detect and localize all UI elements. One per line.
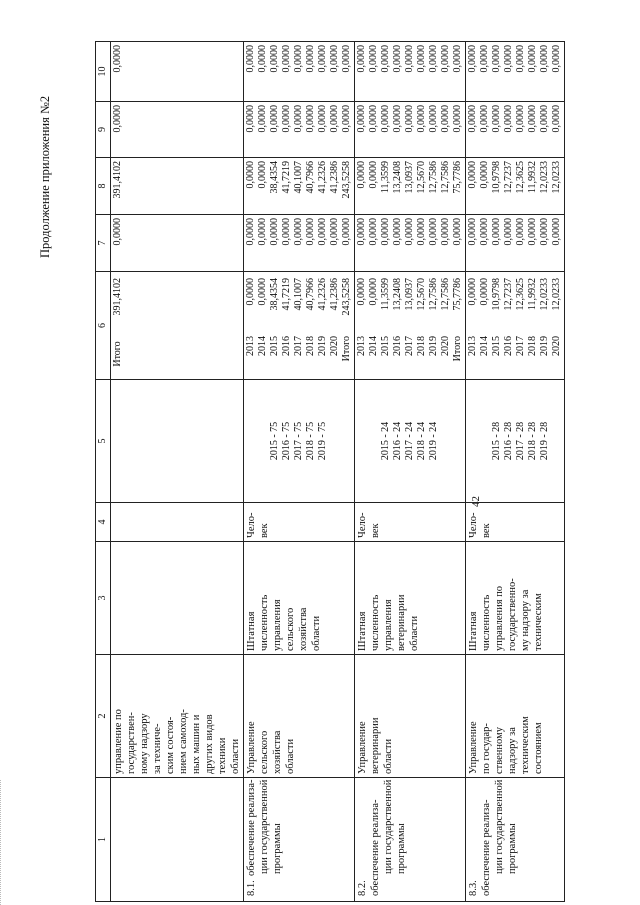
value-cell: 0,0000 [257, 218, 268, 246]
value-cell: 0,0000 [380, 45, 391, 73]
value-cell: 243,5258 [341, 161, 352, 199]
value-cell: 41,2386 [329, 278, 340, 311]
col-number: 7 [96, 215, 111, 272]
table-row-8-3 [466, 42, 565, 902]
value-cell: 0,0000 [479, 45, 490, 73]
value-cell: 13,0937 [404, 278, 415, 311]
value-cell: 0,0000 [293, 105, 304, 133]
row-target-values: 2015 - 75 2016 - 75 2017 - 75 2018 - 75 2019 - 75 [244, 380, 355, 503]
value-cell: 0,0000 [467, 161, 478, 189]
year-value-line [329, 275, 341, 376]
value-cell: 12,5670 [416, 161, 427, 194]
value-cell: 0,0000 [503, 105, 514, 133]
value-cell: 11,9932 [527, 161, 538, 194]
year-label: 2013 [356, 336, 367, 356]
value-cell: 0,0000 [416, 218, 427, 246]
value-cell: 0,0000 [245, 161, 256, 189]
value-cell: 0,0000 [368, 278, 379, 306]
value-cell: 12,0233 [551, 278, 562, 311]
program-table [95, 41, 565, 902]
value-cell: 13,0937 [404, 161, 415, 194]
value-cell: 75,7786 [452, 161, 463, 194]
value-cell: 0,0000 [329, 218, 340, 246]
value-cell: 0,0000 [368, 45, 379, 73]
value-cell: 40,1007 [293, 278, 304, 311]
year-value-line [527, 275, 539, 376]
year-value-line [305, 275, 317, 376]
year-value-line [515, 275, 527, 376]
value-cell: 0,0000 [392, 105, 403, 133]
value-cell: 0,0000 [356, 105, 367, 133]
row-title: 8.1.обеспечение реализа- ции государственной программы [244, 778, 355, 902]
col-number: 2 [96, 655, 111, 778]
value-cell: 13,2408 [392, 161, 403, 194]
continuation-col8: 391,4102 [111, 158, 244, 215]
value-cell: 0,0000 [491, 218, 502, 246]
year-value-line [341, 275, 353, 376]
row-col10 [466, 42, 565, 102]
value-cell: 0,0000 [539, 218, 550, 246]
appendix-caption: Продолжение приложения №2 [38, 95, 52, 258]
year-label: 2017 [515, 336, 526, 356]
row-executor: Управление ветеринарии области [355, 655, 466, 778]
row-col10 [244, 42, 355, 102]
value-cell: 0,0000 [245, 45, 256, 73]
year-value-line [416, 275, 428, 376]
value-cell: 12,3625 [515, 161, 526, 194]
value-cell: 0,0000 [491, 105, 502, 133]
value-cell: 0,0000 [245, 278, 256, 306]
value-cell: 0,0000 [317, 105, 328, 133]
year-label: 2016 [281, 336, 292, 356]
value-cell: 0,0000 [428, 105, 439, 133]
value-cell: 12,0233 [551, 161, 562, 194]
value-cell: 0,0000 [281, 105, 292, 133]
year-value-line [269, 275, 281, 376]
col-number: 9 [96, 102, 111, 158]
value-cell: 12,5670 [416, 278, 427, 311]
value-cell: 12,7237 [503, 278, 514, 311]
value-cell: 0,0000 [392, 218, 403, 246]
value-cell: 0,0000 [467, 278, 478, 306]
value-cell: 0,0000 [503, 218, 514, 246]
row-col8 [244, 158, 355, 215]
value-cell: 0,0000 [527, 45, 538, 73]
value-cell: 0,0000 [368, 161, 379, 189]
value-cell: 0,0000 [305, 45, 316, 73]
value-cell: 0,0000 [452, 45, 463, 73]
year-label: 2020 [551, 336, 562, 356]
row-col9 [466, 102, 565, 158]
value-cell: 243,5258 [341, 278, 352, 316]
value-cell: 41,7219 [281, 278, 292, 311]
year-value-line [392, 275, 404, 376]
continuation-col7: 0,0000 [111, 215, 244, 272]
value-cell: 0,0000 [479, 278, 490, 306]
value-cell: 0,0000 [392, 45, 403, 73]
value-cell: 0,0000 [404, 105, 415, 133]
value-cell: 0,0000 [317, 45, 328, 73]
value-cell: 40,1007 [293, 161, 304, 194]
row-executor: Управление сельского хозяйства области [244, 655, 355, 778]
value-cell: 0,0000 [539, 105, 550, 133]
row-years-col6 [466, 272, 565, 380]
continuation-executor: управление по государствен- ному надзору за техниче- ским состоя- нием самоход- ных машин и других видов техники области [111, 655, 244, 778]
value-cell: 0,0000 [527, 105, 538, 133]
value-cell: 0,0000 [257, 105, 268, 133]
value-cell: 11,3599 [380, 161, 391, 194]
value-cell: 0,0000 [428, 45, 439, 73]
value-cell: 0,0000 [293, 218, 304, 246]
year-value-line [551, 275, 563, 376]
row-col8 [355, 158, 466, 215]
value-cell: 0,0000 [467, 105, 478, 133]
value-cell: 12,0233 [539, 278, 550, 311]
year-label: 2015 [269, 336, 280, 356]
scan-edge-mark [0, 780, 3, 905]
col-number: 1 [96, 778, 111, 902]
continuation-total: Итого391,4102 [111, 272, 244, 380]
value-cell: 0,0000 [341, 105, 352, 133]
year-value-line [356, 275, 368, 376]
year-value-line [479, 275, 491, 376]
row-title: 8.3. обеспечение реализа- ции государственной программы [466, 778, 565, 902]
value-cell: 38,4354 [269, 278, 280, 311]
column-number-row [96, 42, 111, 902]
value-cell: 0,0000 [356, 218, 367, 246]
value-cell: 0,0000 [416, 105, 427, 133]
row-target-values: 2015 - 24 2016 - 24 2017 - 24 2018 - 24 2019 - 24 [355, 380, 466, 503]
value-cell: 0,0000 [293, 45, 304, 73]
value-cell: 0,0000 [356, 45, 367, 73]
year-value-line [281, 275, 293, 376]
row-title: 8.2. обеспечение реализа- ции государственной программы [355, 778, 466, 902]
value-cell: 41,2386 [329, 161, 340, 194]
value-cell: 0,0000 [527, 218, 538, 246]
value-cell: 12,7586 [440, 161, 451, 194]
value-cell: 0,0000 [269, 218, 280, 246]
value-cell: 0,0000 [539, 45, 550, 73]
year-value-line [245, 275, 257, 376]
col-number: 5 [96, 380, 111, 503]
row-unit: Чело- век [355, 503, 466, 542]
year-label: 2018 [416, 336, 427, 356]
value-cell: 12,7586 [428, 278, 439, 311]
value-cell: 0,0000 [368, 105, 379, 133]
year-value-line [404, 275, 416, 376]
value-cell: 0,0000 [452, 105, 463, 133]
table-row-8-2 [355, 42, 466, 902]
row-target-values: 2015 - 28 2016 - 28 2017 - 28 2018 - 28 2019 - 28 [466, 380, 565, 503]
value-cell: 0,0000 [305, 218, 316, 246]
value-cell: 0,0000 [491, 45, 502, 73]
value-cell: 41,2326 [317, 161, 328, 194]
year-value-line [467, 275, 479, 376]
value-cell: 40,7966 [305, 161, 316, 194]
row-executor: Управление по государ- ственному надзору за техническим состоянием [466, 655, 565, 778]
continuation-col9: 0,0000 [111, 102, 244, 158]
value-cell: 0,0000 [479, 105, 490, 133]
year-value-line [539, 275, 551, 376]
value-cell: 0,0000 [281, 45, 292, 73]
year-label: 2013 [467, 336, 478, 356]
value-cell: 0,0000 [257, 161, 268, 189]
value-cell: 13,2408 [392, 278, 403, 311]
row-col9 [244, 102, 355, 158]
value-cell: 0,0000 [479, 218, 490, 246]
value-cell: 41,2326 [317, 278, 328, 311]
value-cell: 0,0000 [515, 45, 526, 73]
row-indicator: Штатная численность управления ветеринарии области [355, 542, 466, 655]
value-cell: 0,0000 [440, 218, 451, 246]
value-cell: 12,3625 [515, 278, 526, 311]
value-cell: 0,0000 [416, 45, 427, 73]
continuation-col10: 0,0000 [111, 42, 244, 102]
row-col7 [355, 215, 466, 272]
year-label: 2014 [257, 336, 268, 356]
value-cell: 75,7786 [452, 278, 463, 311]
continuation-row [111, 42, 244, 902]
year-label: 2017 [404, 336, 415, 356]
value-cell: 0,0000 [467, 218, 478, 246]
year-label: Итого [341, 336, 352, 362]
value-cell: 0,0000 [515, 218, 526, 246]
value-cell: 0,0000 [467, 45, 478, 73]
year-value-line [452, 275, 464, 376]
row-unit: Чело- век [244, 503, 355, 542]
page-number: 42 [470, 496, 482, 507]
year-label: 2019 [539, 336, 550, 356]
col-number: 4 [96, 503, 111, 542]
value-cell: 0,0000 [356, 161, 367, 189]
value-cell: 10,9798 [491, 161, 502, 194]
value-cell: 11,9932 [527, 278, 538, 311]
year-label: 2018 [527, 336, 538, 356]
year-label: 2018 [305, 336, 316, 356]
value-cell: 0,0000 [341, 218, 352, 246]
row-indicator: Штатная численность управления сельского хозяйства области [244, 542, 355, 655]
year-label: 2015 [491, 336, 502, 356]
value-cell: 0,0000 [503, 45, 514, 73]
year-value-line [317, 275, 329, 376]
table-row-8-1 [244, 42, 355, 902]
value-cell: 11,3599 [380, 278, 391, 311]
value-cell: 10,9798 [491, 278, 502, 311]
value-cell: 40,7966 [305, 278, 316, 311]
value-cell: 38,4354 [269, 161, 280, 194]
value-cell: 0,0000 [257, 278, 268, 306]
value-cell: 0,0000 [551, 45, 562, 73]
value-cell: 0,0000 [329, 45, 340, 73]
value-cell: 12,7237 [503, 161, 514, 194]
value-cell: 0,0000 [551, 105, 562, 133]
value-cell: 0,0000 [380, 218, 391, 246]
year-label: Итого [452, 336, 463, 362]
value-cell: 0,0000 [269, 105, 280, 133]
year-value-line [503, 275, 515, 376]
value-cell: 0,0000 [245, 218, 256, 246]
year-label: 2016 [392, 336, 403, 356]
value-cell: 0,0000 [305, 105, 316, 133]
value-cell: 0,0000 [551, 218, 562, 246]
year-label: 2019 [317, 336, 328, 356]
col-number: 6 [96, 272, 111, 380]
year-label: 2020 [329, 336, 340, 356]
year-value-line [380, 275, 392, 376]
row-unit: Чело- век [466, 503, 565, 542]
year-label: 2017 [293, 336, 304, 356]
year-value-line [257, 275, 269, 376]
row-col8 [466, 158, 565, 215]
row-col7 [466, 215, 565, 272]
year-label: 2020 [440, 336, 451, 356]
value-cell: 0,0000 [329, 105, 340, 133]
year-value-line [368, 275, 380, 376]
year-value-line [428, 275, 440, 376]
value-cell: 0,0000 [380, 105, 391, 133]
value-cell: 0,0000 [368, 218, 379, 246]
value-cell: 0,0000 [356, 278, 367, 306]
value-cell: 12,7586 [440, 278, 451, 311]
value-cell: 0,0000 [440, 105, 451, 133]
value-cell: 0,0000 [428, 218, 439, 246]
value-cell: 0,0000 [257, 45, 268, 73]
col-number: 3 [96, 542, 111, 655]
value-cell: 0,0000 [341, 45, 352, 73]
value-cell: 0,0000 [452, 218, 463, 246]
year-label: 2019 [428, 336, 439, 356]
value-cell: 0,0000 [245, 105, 256, 133]
value-cell: 0,0000 [317, 218, 328, 246]
year-label: 2014 [479, 336, 490, 356]
value-cell: 41,7219 [281, 161, 292, 194]
year-value-line [440, 275, 452, 376]
year-value-line [491, 275, 503, 376]
value-cell: 0,0000 [479, 161, 490, 189]
year-label: 2013 [245, 336, 256, 356]
row-years-col6 [355, 272, 466, 380]
row-indicator: Штатная численность управления по государственно- му надзору за техническим [466, 542, 565, 655]
value-cell: 12,7586 [428, 161, 439, 194]
col-number: 8 [96, 158, 111, 215]
value-cell: 0,0000 [404, 45, 415, 73]
year-label: 2014 [368, 336, 379, 356]
year-value-line [293, 275, 305, 376]
col-number: 10 [96, 42, 111, 102]
row-years-col6 [244, 272, 355, 380]
year-label: 2016 [503, 336, 514, 356]
value-cell: 12,0233 [539, 161, 550, 194]
row-col9 [355, 102, 466, 158]
value-cell: 0,0000 [269, 45, 280, 73]
value-cell: 0,0000 [515, 105, 526, 133]
value-cell: 0,0000 [440, 45, 451, 73]
year-label: 2015 [380, 336, 391, 356]
row-col7 [244, 215, 355, 272]
row-col10 [355, 42, 466, 102]
value-cell: 0,0000 [404, 218, 415, 246]
value-cell: 0,0000 [281, 218, 292, 246]
